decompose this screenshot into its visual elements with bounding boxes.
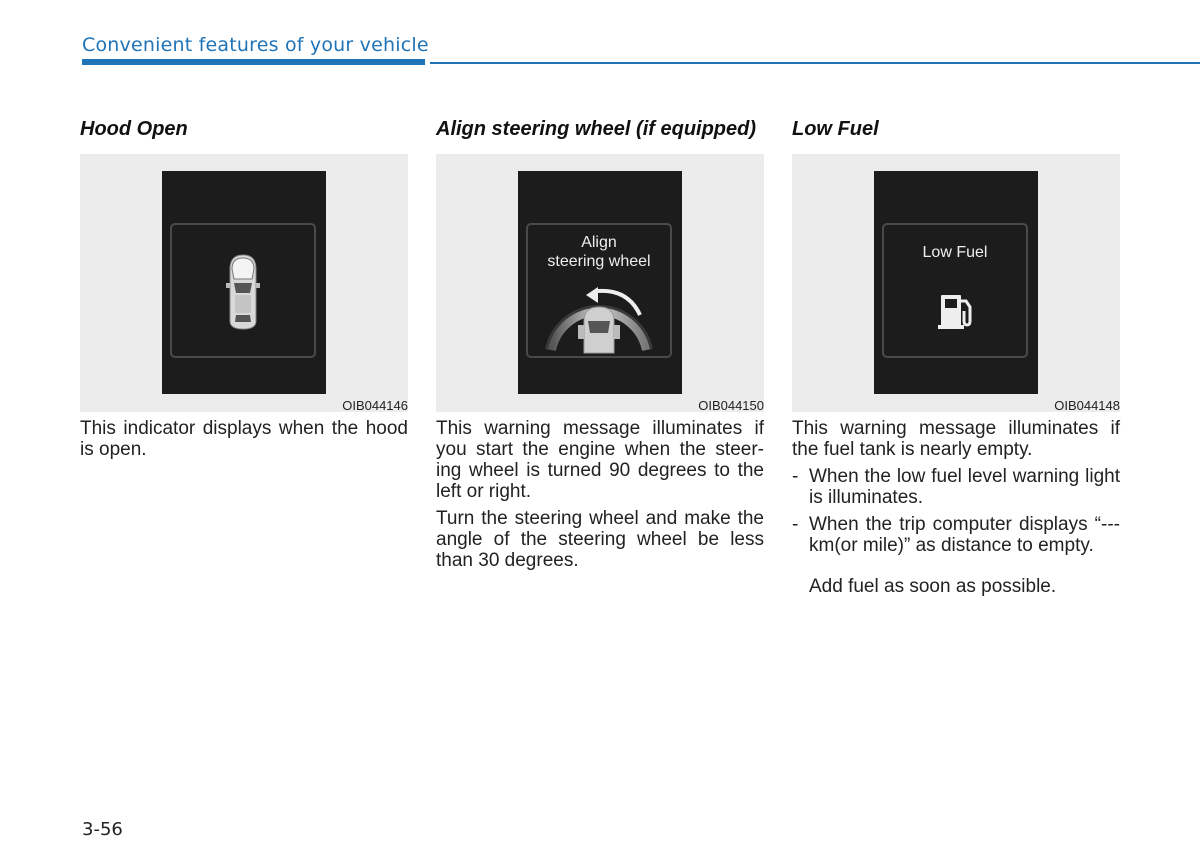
cluster-screen <box>518 171 682 394</box>
page-number: 3-56 <box>82 819 123 840</box>
section-hood-open <box>80 115 408 466</box>
section-title: Align steering wheel (if equipped) <box>436 118 757 140</box>
section-title: Low Fuel <box>792 118 879 140</box>
cluster-screen <box>874 171 1038 394</box>
cluster-screen <box>162 171 326 394</box>
fuel-pump-icon <box>884 225 1026 356</box>
section-body <box>436 418 764 571</box>
figure-code: OIB044150 <box>698 398 764 413</box>
figure-low-fuel <box>792 154 1120 412</box>
steering-arrow-icon <box>528 225 670 356</box>
figure-code: OIB044148 <box>1054 398 1120 413</box>
screen-frame <box>170 223 316 358</box>
screen-message: Low Fuel <box>922 244 988 261</box>
list-item: - When the low fuel level warning light is illuminates. <box>792 466 1120 508</box>
car-top-view-icon <box>172 225 314 356</box>
page-header-title: Convenient features of your vehicle <box>82 34 429 56</box>
paragraph: This warning message illuminates if you start the engine when the steer-ing wheel is turned 90 degrees to the left or right. <box>436 418 764 502</box>
header-rule <box>430 62 1200 64</box>
header-accent-bar <box>82 59 425 65</box>
section-title: Hood Open <box>80 118 188 140</box>
figure-hood-open <box>80 154 408 412</box>
screen-frame <box>526 223 672 358</box>
paragraph: This warning message illuminates if the fuel tank is nearly empty. <box>792 418 1120 460</box>
section-low-fuel <box>792 115 1120 597</box>
section-body <box>792 418 1120 597</box>
list-item: - When the trip computer displays “--- km(or mile)” as distance to empty. <box>792 514 1120 556</box>
figure-align-steering <box>436 154 764 412</box>
figure-code: OIB044146 <box>342 398 408 413</box>
section-body <box>80 418 408 460</box>
paragraph: This indicator displays when the hood is open. <box>80 418 408 460</box>
fuel-note: Add fuel as soon as possible. <box>809 576 1057 597</box>
bullet-list <box>792 466 1120 556</box>
section-align-steering <box>436 115 764 577</box>
screen-message: Align steering wheel <box>547 234 651 270</box>
screen-frame <box>882 223 1028 358</box>
paragraph: Turn the steering wheel and make the angle of the steering wheel be less than 30 degrees. <box>436 508 764 571</box>
